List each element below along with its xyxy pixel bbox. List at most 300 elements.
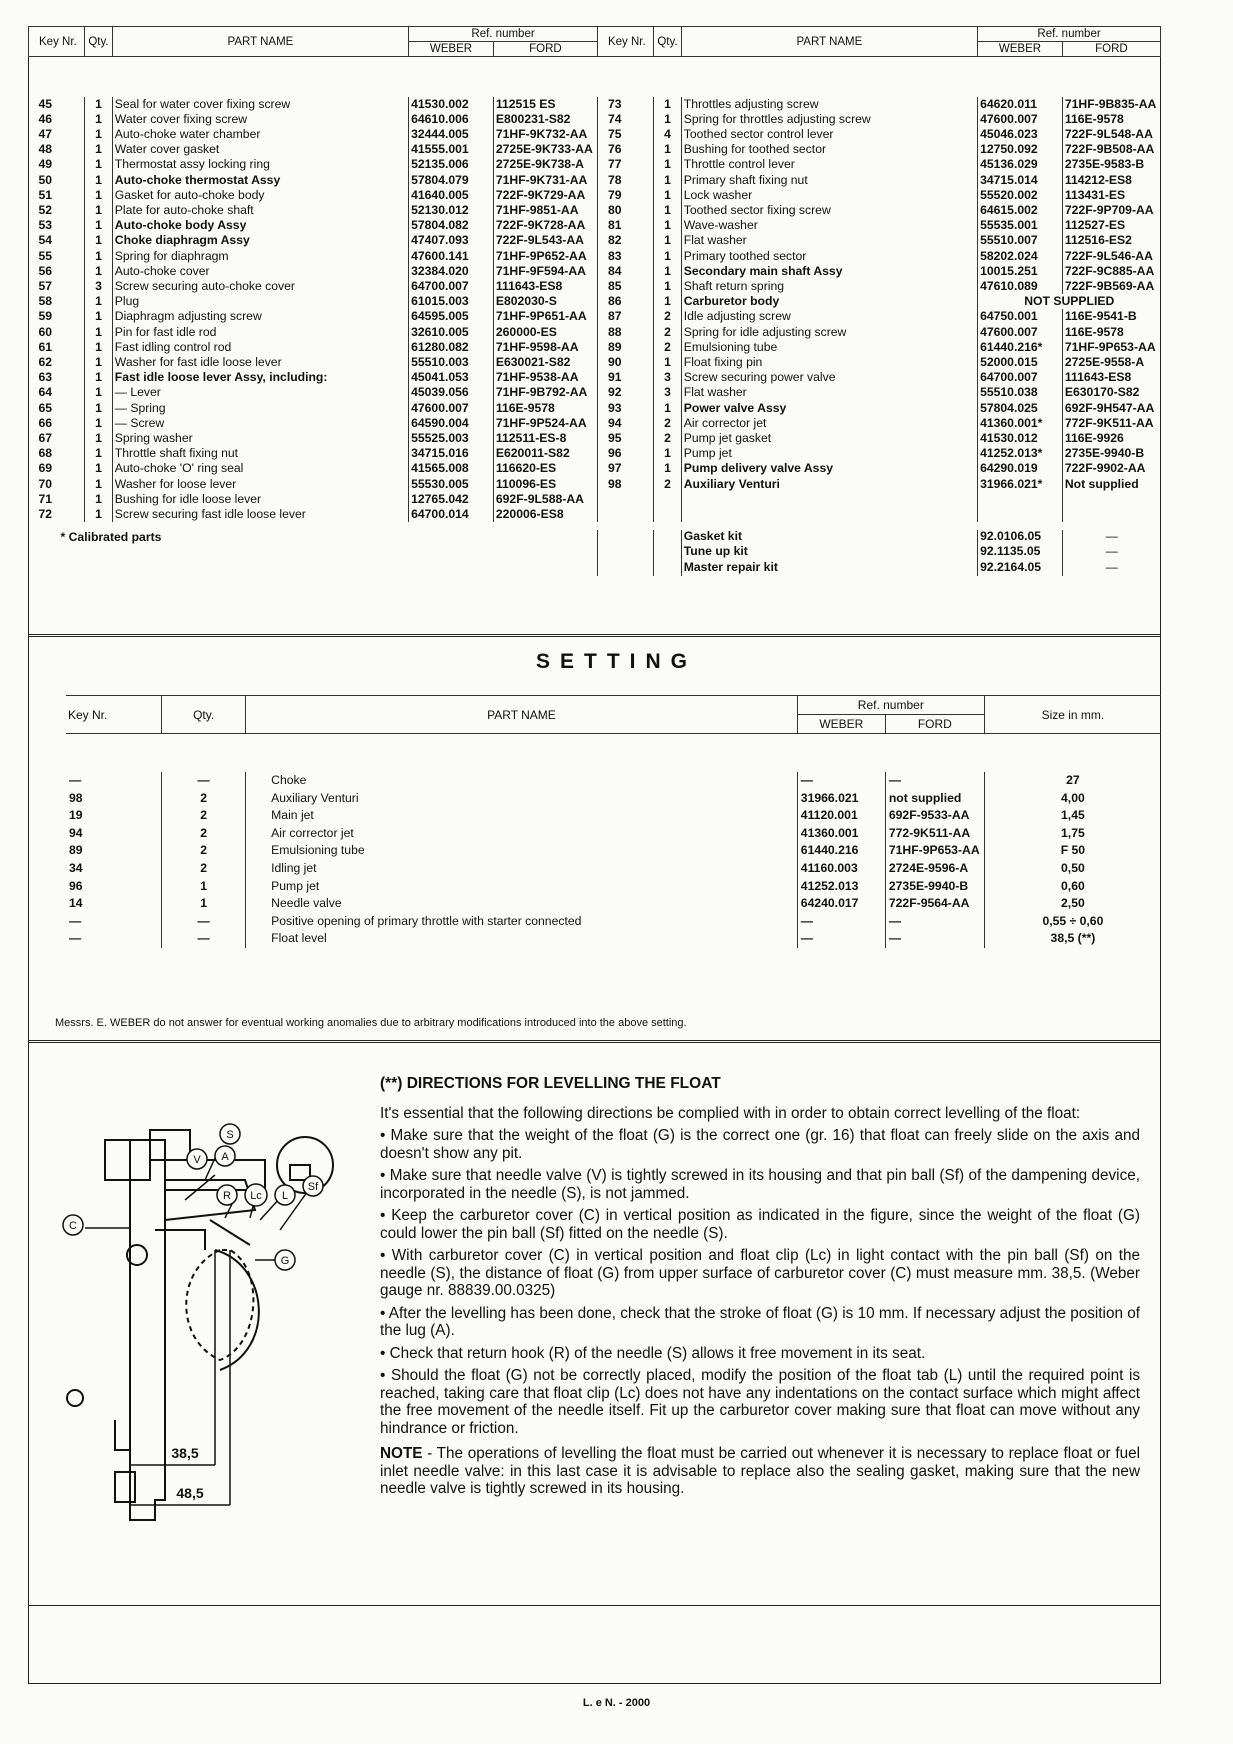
qty: 1 — [654, 112, 682, 127]
key-nr: 74 — [597, 112, 653, 127]
qty: 1 — [85, 264, 113, 279]
part-name: Auto-choke cover — [112, 264, 408, 279]
direction-bullet-4: • With carburetor cover (C) in vertical position and float clip (Lc) in light contact with the pin ball (Sf) on the needle (S), the distance of float (G) from upper surface of carburetor cover (C) must measure mm. 38,5. (Weber gauge nr. 88839.00.0325) — [380, 1247, 1140, 1299]
ford-ref: 71HF-9K732-AA — [493, 127, 597, 142]
ford-ref: 2725E-9K738-A — [493, 157, 597, 172]
qty: 1 — [85, 249, 113, 264]
key-nr: 88 — [597, 325, 653, 340]
setting-key-nr: — — [69, 913, 82, 928]
weber-ref: 41530.002 — [409, 97, 494, 112]
setting-ford-ref: 71HF-9P653-AA — [885, 842, 984, 860]
setting-part-name: Idling jet — [246, 860, 798, 878]
ford-ref: E802030-S — [493, 294, 597, 309]
ford-ref: 71HF-9P651-AA — [493, 309, 597, 324]
weber-ref: 64615.002 — [978, 203, 1063, 218]
key-nr: 47 — [38, 126, 53, 141]
key-nr: 72 — [38, 506, 53, 521]
table-row — [29, 173, 1161, 188]
weber-ref: 47610.089 — [978, 279, 1063, 294]
qty: 1 — [654, 218, 682, 233]
part-name: Primary toothed sector — [681, 249, 977, 264]
key-nr: 65 — [38, 400, 53, 415]
part-name: Screw securing power valve — [681, 370, 977, 385]
key-nr: 56 — [38, 263, 53, 278]
key-nr: 77 — [597, 157, 653, 172]
key-nr: 66 — [38, 415, 53, 430]
key-nr: 48 — [38, 142, 53, 157]
qty: 1 — [85, 188, 113, 203]
empty-cell — [597, 545, 653, 560]
weber-ref: 41640.005 — [409, 188, 494, 203]
ford-ref: 116E-9578 — [1062, 325, 1160, 340]
key-nr: 64 — [38, 385, 53, 400]
part-name: Shaft return spring — [681, 279, 977, 294]
ford-ref: 71HF-9P652-AA — [493, 249, 597, 264]
table-row — [29, 416, 1161, 431]
ford-ref: 71HF-9538-AA — [493, 370, 597, 385]
note-label: NOTE — [380, 1445, 423, 1462]
empty-cell — [654, 507, 682, 522]
key-nr: 79 — [597, 188, 653, 203]
qty: 1 — [85, 401, 113, 416]
part-name: Diaphragm adjusting screw — [112, 309, 408, 324]
setting-part-name-header: PART NAME — [246, 696, 798, 734]
weber-ref: 64290.019 — [978, 461, 1063, 476]
setting-key-nr: 96 — [69, 878, 83, 893]
direction-bullet-7: • Should the float (G) not be correctly placed, modify the position of the float tab (L) until the required point is reached, taking care that float clip (Lc) does not have any indentations on the contact surface which might affect the free movement of the needle itself. Fit up the carburetor cover making sure that float can move without any hindrance or friction. — [380, 1367, 1140, 1437]
kit-weber-ref: 92.0106.05 — [978, 530, 1063, 545]
setting-ford-ref: — — [885, 930, 984, 948]
setting-qty: 2 — [162, 790, 246, 808]
weber-ref: 32384.020 — [409, 264, 494, 279]
weber-ref: 47600.007 — [409, 401, 494, 416]
key-nr: 63 — [38, 370, 53, 385]
ford-ref: E630170-S82 — [1062, 385, 1160, 400]
kit-name: Master repair kit — [681, 561, 977, 576]
setting-ford-ref: not supplied — [885, 790, 984, 808]
setting-size: 1,45 — [984, 807, 1161, 825]
key-nr: 92 — [597, 385, 653, 400]
key-nr: 57 — [38, 278, 53, 293]
qty: 1 — [85, 233, 113, 248]
qty: 1 — [85, 446, 113, 461]
setting-ford-header: FORD — [885, 715, 984, 734]
key-nr: 69 — [38, 461, 53, 476]
weber-ref: 32610.005 — [409, 325, 494, 340]
setting-part-name: Emulsioning tube — [246, 842, 798, 860]
part-name: Fast idle loose lever Assy, including: — [112, 370, 408, 385]
ref-number-header: Ref. number — [409, 27, 598, 42]
weber-ref: 41530.012 — [978, 431, 1063, 446]
table-spacer-row — [66, 734, 1161, 773]
part-name: Spring for diaphragm — [112, 249, 408, 264]
part-name: Bushing for toothed sector — [681, 142, 977, 157]
setting-ford-ref: — — [885, 913, 984, 931]
directions-intro: It's essential that the following directions be complied with in order to obtain correct levelling of the float: — [380, 1104, 1081, 1122]
setting-size: 0,50 — [984, 860, 1161, 878]
ford-ref: 2725E-9558-A — [1062, 355, 1160, 370]
ford-ref: 722F-9C885-AA — [1062, 264, 1160, 279]
empty-cell — [654, 561, 682, 576]
setting-row — [66, 825, 1161, 843]
weber-header: WEBER — [409, 42, 494, 57]
ford-ref: 722F-9P709-AA — [1062, 203, 1160, 218]
ford-ref: 112515 ES — [493, 97, 597, 112]
ford-ref: E800231-S82 — [493, 112, 597, 127]
key-nr: 52 — [38, 202, 53, 217]
weber-ref: 47600.141 — [409, 249, 494, 264]
ford-ref: 116E-9578 — [493, 401, 597, 416]
table-row — [29, 127, 1161, 142]
weber-header-right: WEBER — [978, 42, 1063, 57]
key-nr: 73 — [597, 97, 653, 112]
ford-ref: 71HF-9B792-AA — [493, 385, 597, 400]
setting-row — [66, 842, 1161, 860]
ford-ref: 71HF-9598-AA — [493, 340, 597, 355]
label-a: A — [221, 1151, 229, 1163]
setting-weber-ref: 41120.001 — [797, 807, 885, 825]
ford-ref: 692F-9H547-AA — [1062, 401, 1160, 416]
table-row — [29, 309, 1161, 324]
weber-ref: 34715.014 — [978, 173, 1063, 188]
ford-ref: 71HF-9F594-AA — [493, 264, 597, 279]
ford-ref: 772F-9K511-AA — [1062, 416, 1160, 431]
table-row — [29, 431, 1161, 446]
part-name: Plug — [112, 294, 408, 309]
parts-table — [28, 26, 1161, 576]
part-name: — Lever — [112, 385, 408, 400]
setting-part-name: Air corrector jet — [246, 825, 798, 843]
qty: 1 — [85, 173, 113, 188]
setting-part-name: Float level — [246, 930, 798, 948]
part-name: Flat washer — [681, 385, 977, 400]
table-row — [29, 157, 1161, 172]
setting-qty: 2 — [162, 807, 246, 825]
label-lc: Lc — [250, 1190, 262, 1202]
ford-ref: 71HF-9P653-AA — [1062, 340, 1160, 355]
key-nr: 55 — [38, 248, 53, 263]
qty: 2 — [654, 309, 682, 324]
weber-ref: 55510.007 — [978, 233, 1063, 248]
part-name: Lock washer — [681, 188, 977, 203]
table-row — [29, 218, 1161, 233]
empty-cell — [597, 492, 653, 507]
key-nr: 61 — [38, 339, 53, 354]
ford-ref: 260000-ES — [493, 325, 597, 340]
kit-row — [29, 530, 1161, 545]
ford-ref: 113431-ES — [1062, 188, 1160, 203]
part-name: Bushing for idle loose lever — [112, 492, 408, 507]
table-row — [29, 477, 1161, 492]
part-name: Spring washer — [112, 431, 408, 446]
key-nr: 86 — [597, 294, 653, 309]
part-name: Secondary main shaft Assy — [681, 264, 977, 279]
setting-key-nr: — — [69, 773, 82, 787]
ford-ref: 110096-ES — [493, 477, 597, 492]
ford-ref: 111643-ES8 — [493, 279, 597, 294]
setting-row — [66, 772, 1161, 790]
part-name: Washer for loose lever — [112, 477, 408, 492]
label-c: C — [69, 1220, 77, 1232]
qty: 1 — [654, 401, 682, 416]
part-name: — Screw — [112, 416, 408, 431]
qty: 1 — [654, 188, 682, 203]
separator-bottom — [28, 1605, 1161, 1606]
ref-number-header-right: Ref. number — [978, 27, 1161, 42]
weber-ref: 31966.021* — [978, 477, 1063, 492]
ford-ref: 220006-ES8 — [493, 507, 597, 522]
ford-ref: 116E-9541-B — [1062, 309, 1160, 324]
qty: 1 — [85, 203, 113, 218]
part-name: — Spring — [112, 401, 408, 416]
qty: 1 — [85, 157, 113, 172]
weber-ref: 34715.016 — [409, 446, 494, 461]
key-nr: 95 — [597, 431, 653, 446]
part-name: Primary shaft fixing nut — [681, 173, 977, 188]
label-g: G — [280, 1255, 290, 1267]
weber-ref: 57804.025 — [978, 401, 1063, 416]
setting-size: F 50 — [984, 842, 1161, 860]
label-s: S — [226, 1129, 234, 1141]
ford-ref: Not supplied — [1062, 477, 1160, 492]
key-nr: 81 — [597, 218, 653, 233]
setting-row — [66, 913, 1161, 931]
part-name: Idle adjusting screw — [681, 309, 977, 324]
setting-table — [66, 695, 1161, 948]
setting-qty: — — [162, 913, 246, 931]
key-nr: 59 — [38, 309, 53, 324]
weber-ref: 61280.082 — [409, 340, 494, 355]
qty: 1 — [85, 97, 113, 112]
part-name: Emulsioning tube — [681, 340, 977, 355]
table-row — [29, 142, 1161, 157]
setting-qty: 2 — [162, 825, 246, 843]
part-name: Auxiliary Venturi — [681, 477, 977, 492]
weber-ref: 64750.001 — [978, 309, 1063, 324]
ford-ref: 112527-ES — [1062, 218, 1160, 233]
setting-qty: 2 — [162, 860, 246, 878]
weber-ref: 45041.053 — [409, 370, 494, 385]
setting-key-nr-header: Key Nr. — [66, 696, 162, 734]
qty: 1 — [654, 142, 682, 157]
weber-ref: 64595.005 — [409, 309, 494, 324]
kit-left-area — [29, 530, 598, 545]
label-sf: Sf — [307, 1181, 319, 1193]
key-nr: 91 — [597, 370, 653, 385]
empty-cell — [978, 492, 1063, 507]
ford-ref: E620011-S82 — [493, 446, 597, 461]
ford-header-right: FORD — [1062, 42, 1160, 57]
ford-ref: 71HF-9851-AA — [493, 203, 597, 218]
dimension-48-5: 48,5 — [176, 1485, 204, 1501]
key-nr: 49 — [38, 157, 53, 172]
table-row — [29, 385, 1161, 400]
kit-ford-ref: — — [1062, 545, 1160, 560]
key-nr: 83 — [597, 249, 653, 264]
key-nr: 71 — [38, 491, 53, 506]
part-name: Spring for idle adjusting screw — [681, 325, 977, 340]
weber-ref: 61015.003 — [409, 294, 494, 309]
setting-ford-ref: — — [885, 772, 984, 790]
qty: 1 — [654, 157, 682, 172]
part-name: Water cover fixing screw — [112, 112, 408, 127]
key-nr: 82 — [597, 233, 653, 248]
ford-ref: 722F-9L543-AA — [493, 233, 597, 248]
setting-size-header: Size in mm. — [984, 696, 1161, 734]
setting-size: 0,55 ÷ 0,60 — [984, 913, 1161, 931]
table-spacer-row — [29, 57, 1161, 97]
qty: 1 — [85, 416, 113, 431]
key-nr: 87 — [597, 309, 653, 324]
setting-part-name: Main jet — [246, 807, 798, 825]
part-name: Washer for fast idle loose lever — [112, 355, 408, 370]
weber-ref: 52135.006 — [409, 157, 494, 172]
setting-part-name: Positive opening of primary throttle with starter connected — [246, 913, 798, 931]
setting-qty: 2 — [162, 842, 246, 860]
table-row — [29, 446, 1161, 461]
direction-bullet-5: • After the levelling has been done, check that the stroke of float (G) is 10 mm. If necessary adjust the position of the lug (A). — [380, 1304, 1140, 1339]
weber-ref: 64700.014 — [409, 507, 494, 522]
float-level-diagram — [55, 1120, 375, 1540]
kit-ford-ref: — — [1062, 561, 1160, 576]
setting-key-nr: 14 — [69, 896, 83, 911]
setting-qty: 1 — [162, 878, 246, 896]
setting-part-name: Needle valve — [246, 895, 798, 913]
table-row — [29, 203, 1161, 218]
qty: 2 — [654, 325, 682, 340]
key-nr: 45 — [38, 96, 53, 111]
qty: 2 — [654, 416, 682, 431]
weber-ref: 12750.092 — [978, 142, 1063, 157]
kit-left-area — [29, 561, 598, 576]
kit-left-area — [29, 545, 598, 560]
part-name: Pump delivery valve Assy — [681, 461, 977, 476]
weber-ref: 58202.024 — [978, 249, 1063, 264]
table-row — [29, 264, 1161, 279]
setting-qty: — — [162, 772, 246, 790]
weber-ref: NOT SUPPLIED — [978, 294, 1161, 309]
kit-name: Tune up kit — [681, 545, 977, 560]
part-name: Spring for throttles adjusting screw — [681, 112, 977, 127]
weber-ref: 57804.082 — [409, 218, 494, 233]
setting-row — [66, 895, 1161, 913]
setting-part-name: Pump jet — [246, 878, 798, 896]
weber-ref: 52000.015 — [978, 355, 1063, 370]
key-nr: 93 — [597, 401, 653, 416]
part-name: Fast idling control rod — [112, 340, 408, 355]
key-nr: 84 — [597, 264, 653, 279]
qty: 1 — [654, 355, 682, 370]
weber-ref: 55510.003 — [409, 355, 494, 370]
key-nr: 89 — [597, 340, 653, 355]
direction-bullet-6: • Check that return hook (R) of the needle (S) allows it free movement in its seat. — [380, 1344, 926, 1362]
table-row — [29, 233, 1161, 248]
ford-ref: 692F-9L588-AA — [493, 492, 597, 507]
disclaimer-text: Messrs. E. WEBER do not answer for eventual working anomalies due to arbitrary modifications introduced into the above setting. — [55, 1017, 687, 1029]
setting-weber-ref: — — [797, 913, 885, 931]
qty: 1 — [85, 309, 113, 324]
setting-ford-ref: 2724E-9596-A — [885, 860, 984, 878]
kit-weber-ref: 92.1135.05 — [978, 545, 1063, 560]
ford-header: FORD — [493, 42, 597, 57]
key-nr: 96 — [597, 446, 653, 461]
key-nr: 54 — [38, 233, 53, 248]
label-r: R — [223, 1190, 231, 1202]
table-row — [29, 340, 1161, 355]
ford-ref: 112516-ES2 — [1062, 233, 1160, 248]
weber-ref: 52130.012 — [409, 203, 494, 218]
setting-size: 4,00 — [984, 790, 1161, 808]
qty: 1 — [654, 173, 682, 188]
table-row — [29, 97, 1161, 112]
key-nr: 58 — [38, 294, 53, 309]
weber-ref: 10015.251 — [978, 264, 1063, 279]
empty-cell — [1062, 492, 1160, 507]
setting-key-nr: — — [69, 931, 82, 946]
key-nr: 50 — [38, 172, 53, 187]
table-row — [29, 249, 1161, 264]
key-nr: 97 — [597, 461, 653, 476]
weber-ref: 55525.003 — [409, 431, 494, 446]
ford-ref: 722F-9902-AA — [1062, 461, 1160, 476]
key-nr: 78 — [597, 173, 653, 188]
table-row — [29, 355, 1161, 370]
part-name-header-right: PART NAME — [681, 27, 977, 57]
weber-ref: 61440.216* — [978, 340, 1063, 355]
qty: 1 — [85, 325, 113, 340]
setting-weber-ref: 31966.021 — [797, 790, 885, 808]
qty-header: Qty. — [85, 27, 113, 57]
key-nr: 67 — [38, 430, 53, 445]
qty: 2 — [654, 431, 682, 446]
part-name: Throttles adjusting screw — [681, 97, 977, 112]
weber-ref: 45039.056 — [409, 385, 494, 400]
qty: 3 — [654, 385, 682, 400]
weber-ref: 32444.005 — [409, 127, 494, 142]
weber-ref: 47407.093 — [409, 233, 494, 248]
direction-bullet-1: • Make sure that the weight of the float (G) is the correct one (gr. 16) that float can freely slide on the axis and doesn't show any pit. — [380, 1127, 1140, 1162]
setting-ford-ref: 722F-9564-AA — [885, 895, 984, 913]
direction-bullet-3: • Keep the carburetor cover (C) in vertical position as indicated in the figure, since the weight of the float (G) could lower the pin ball (Sf) fitted on the needle (S). — [380, 1207, 1140, 1242]
calibrated-note: * Calibrated parts — [60, 530, 162, 545]
table-row — [29, 461, 1161, 476]
part-name: Auto-choke water chamber — [112, 127, 408, 142]
setting-qty: 1 — [162, 895, 246, 913]
weber-ref: 45046.023 — [978, 127, 1063, 142]
key-nr: 75 — [597, 127, 653, 142]
setting-ford-ref: 2735E-9940-B — [885, 878, 984, 896]
qty: 1 — [85, 385, 113, 400]
empty-cell — [597, 530, 653, 545]
weber-ref: 64620.011 — [978, 97, 1063, 112]
qty: 1 — [85, 431, 113, 446]
ford-ref: 722F-9B569-AA — [1062, 279, 1160, 294]
qty: 1 — [654, 97, 682, 112]
table-row — [29, 492, 1161, 507]
setting-weber-ref: 61440.216 — [797, 842, 885, 860]
part-name: Gasket for auto-choke body — [112, 188, 408, 203]
setting-title: SETTING — [535, 650, 697, 673]
setting-weber-ref: — — [797, 930, 885, 948]
table-row — [29, 112, 1161, 127]
part-name: Wave-washer — [681, 218, 977, 233]
setting-weber-ref: 41160.003 — [797, 860, 885, 878]
kit-name: Gasket kit — [681, 530, 977, 545]
empty-cell — [654, 530, 682, 545]
setting-key-nr: 98 — [69, 790, 83, 805]
setting-row — [66, 930, 1161, 948]
qty: 1 — [85, 477, 113, 492]
